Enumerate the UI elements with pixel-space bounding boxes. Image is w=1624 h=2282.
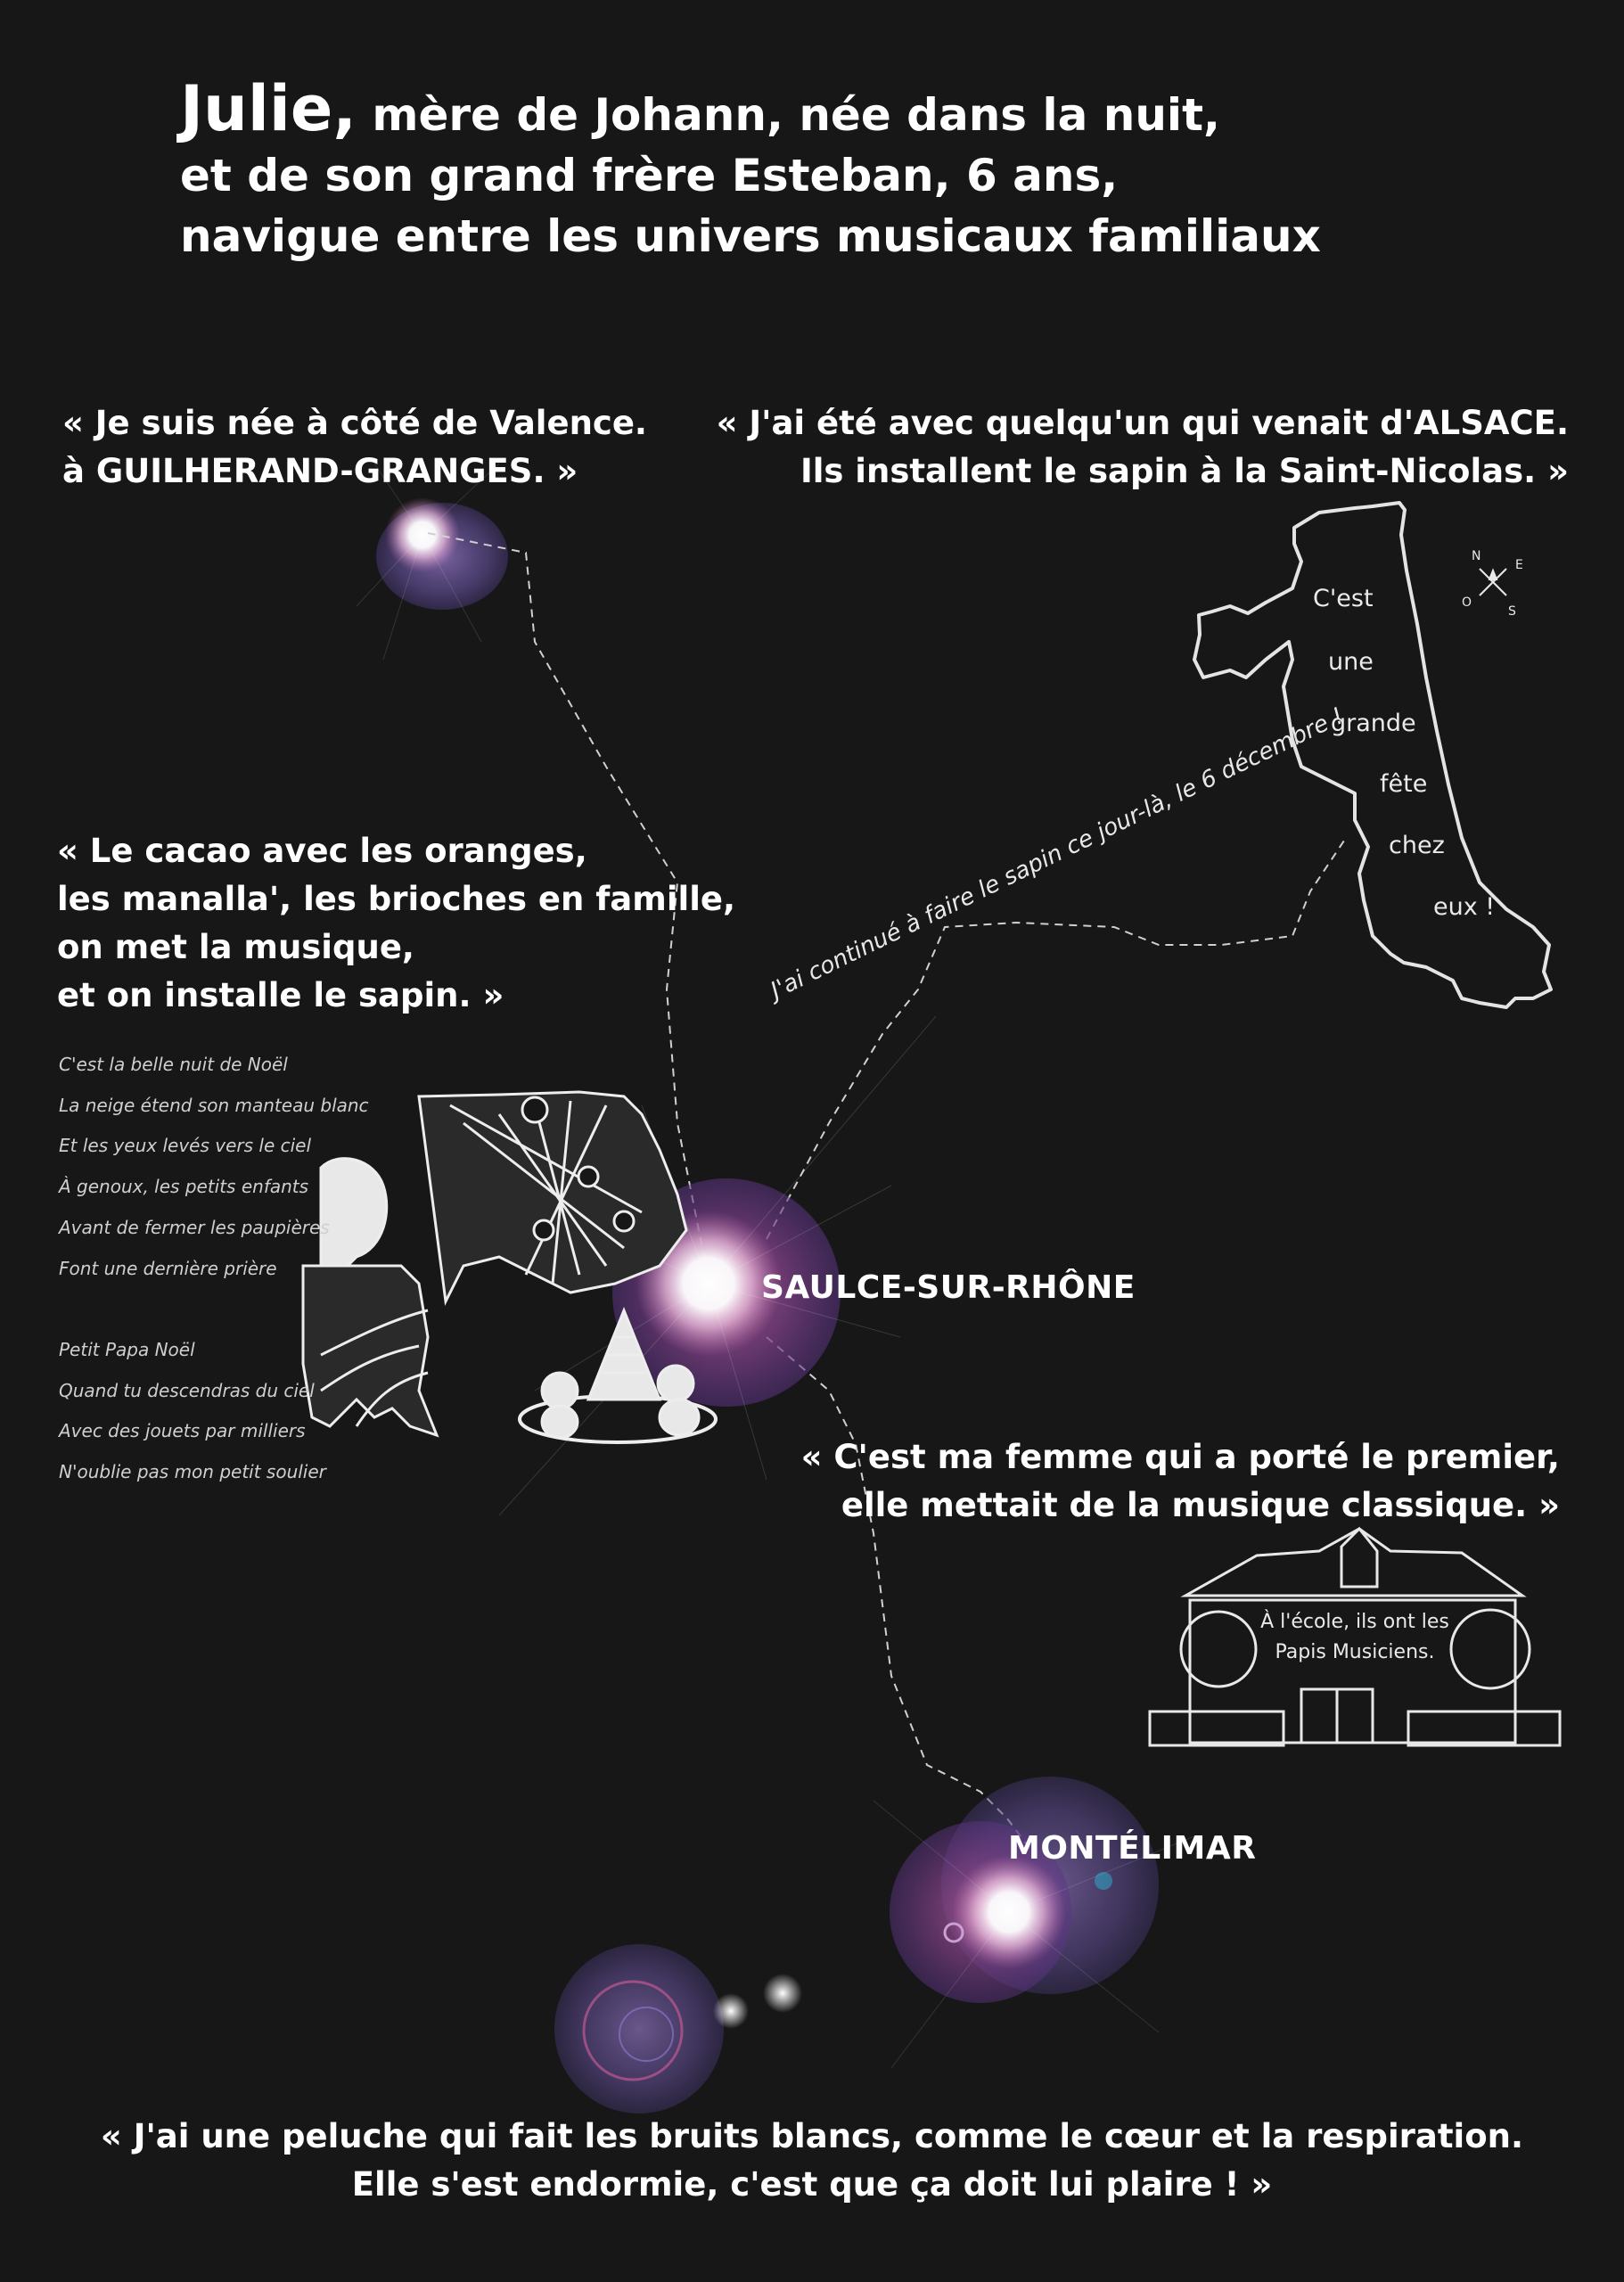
quote-alsace-line1: « J'ai été avec quelqu'un qui venait d'ALSACE. (716, 404, 1569, 442)
school-caption (1239, 1607, 1471, 1668)
path-caption: J'ai continué à faire le sapin ce jour-là, le 6 décembre ! (767, 702, 1349, 1005)
lyric-line: Avec des jouets par milliers (59, 1420, 306, 1442)
compass-o: O (1462, 595, 1472, 610)
map-word-4: fête (1380, 770, 1428, 798)
map-word-6: eux ! (1433, 893, 1496, 921)
school-caption-line1: À l'école, ils ont les (1260, 1611, 1449, 1633)
quote-valence (62, 399, 647, 496)
map-word-1: C'est (1313, 585, 1374, 612)
quote-valence-line1: « Je suis née à côté de Valence. (62, 404, 647, 442)
place-label-saulce: SAULCE-SUR-RHÔNE (761, 1269, 1136, 1306)
title-line3: navigue entre les univers musicaux familiaux (180, 210, 1321, 262)
quote-classique-line2: elle mettait de la musique classique. » (841, 1486, 1560, 1524)
compass-e: E (1515, 558, 1523, 572)
lyric-line: Font une dernière prière (59, 1257, 277, 1279)
quote-cacao-line3: on met la musique, (57, 928, 414, 966)
quote-peluche-line1: « J'ai une peluche qui fait les bruits blancs, comme le cœur et la respiration. (100, 2117, 1524, 2155)
quote-alsace-line2: Ils installent le sapin à la Saint-Nicolas. » (800, 452, 1569, 490)
quote-cacao-line1: « Le cacao avec les oranges, (57, 832, 587, 870)
quote-cacao-line2: les manalla', les brioches en famille, (57, 880, 736, 918)
title-name: Julie, (180, 72, 357, 145)
lyric-line: La neige étend son manteau blanc (59, 1094, 369, 1116)
lyric-line: À genoux, les petits enfants (59, 1176, 309, 1198)
quote-peluche (0, 2113, 1624, 2209)
page-title (180, 72, 1321, 267)
lyric-line: N'oublie pas mon petit soulier (59, 1461, 326, 1483)
compass-n: N (1472, 549, 1481, 563)
map-word-3: grande (1331, 710, 1416, 737)
school-caption-line2: Papis Musiciens. (1275, 1641, 1435, 1663)
dashed-path-alsace (767, 838, 1346, 1239)
lyric-line: C'est la belle nuit de Noël (59, 1054, 288, 1075)
quote-cacao (57, 827, 735, 1020)
quote-alsace (717, 399, 1569, 496)
title-line1: mère de Johann, née dans la nuit, (372, 89, 1220, 141)
lyric-line: Et les yeux levés vers le ciel (59, 1135, 312, 1157)
lyric-line: Avant de fermer les paupières (59, 1216, 330, 1238)
verse-gap (59, 1289, 369, 1330)
place-label-montelimar: MONTÉLIMAR (1008, 1830, 1257, 1867)
quote-cacao-line4: et on installe le sapin. » (57, 976, 504, 1014)
map-word-2: une (1328, 648, 1374, 676)
lyric-line: Quand tu descendras du ciel (59, 1379, 315, 1401)
title-line2: et de son grand frère Esteban, 6 ans, (180, 150, 1119, 201)
orb-montelimar (874, 1777, 1194, 2068)
dashed-path-montelimar (767, 1337, 1034, 1854)
compass-icon (1480, 569, 1506, 595)
orb-peluche (554, 1944, 802, 2114)
quote-classique-line1: « C'est ma femme qui a porté le premier, (800, 1438, 1560, 1476)
compass-s: S (1508, 604, 1516, 619)
map-word-5: chez (1389, 832, 1445, 859)
quote-classique (801, 1433, 1560, 1530)
quote-valence-line2: à GUILHERAND-GRANGES. » (62, 452, 578, 490)
lyric-line: Petit Papa Noël (59, 1338, 195, 1360)
song-lyrics (59, 1045, 369, 1493)
quote-peluche-line2: Elle s'est endormie, c'est que ça doit lui plaire ! » (351, 2165, 1273, 2204)
